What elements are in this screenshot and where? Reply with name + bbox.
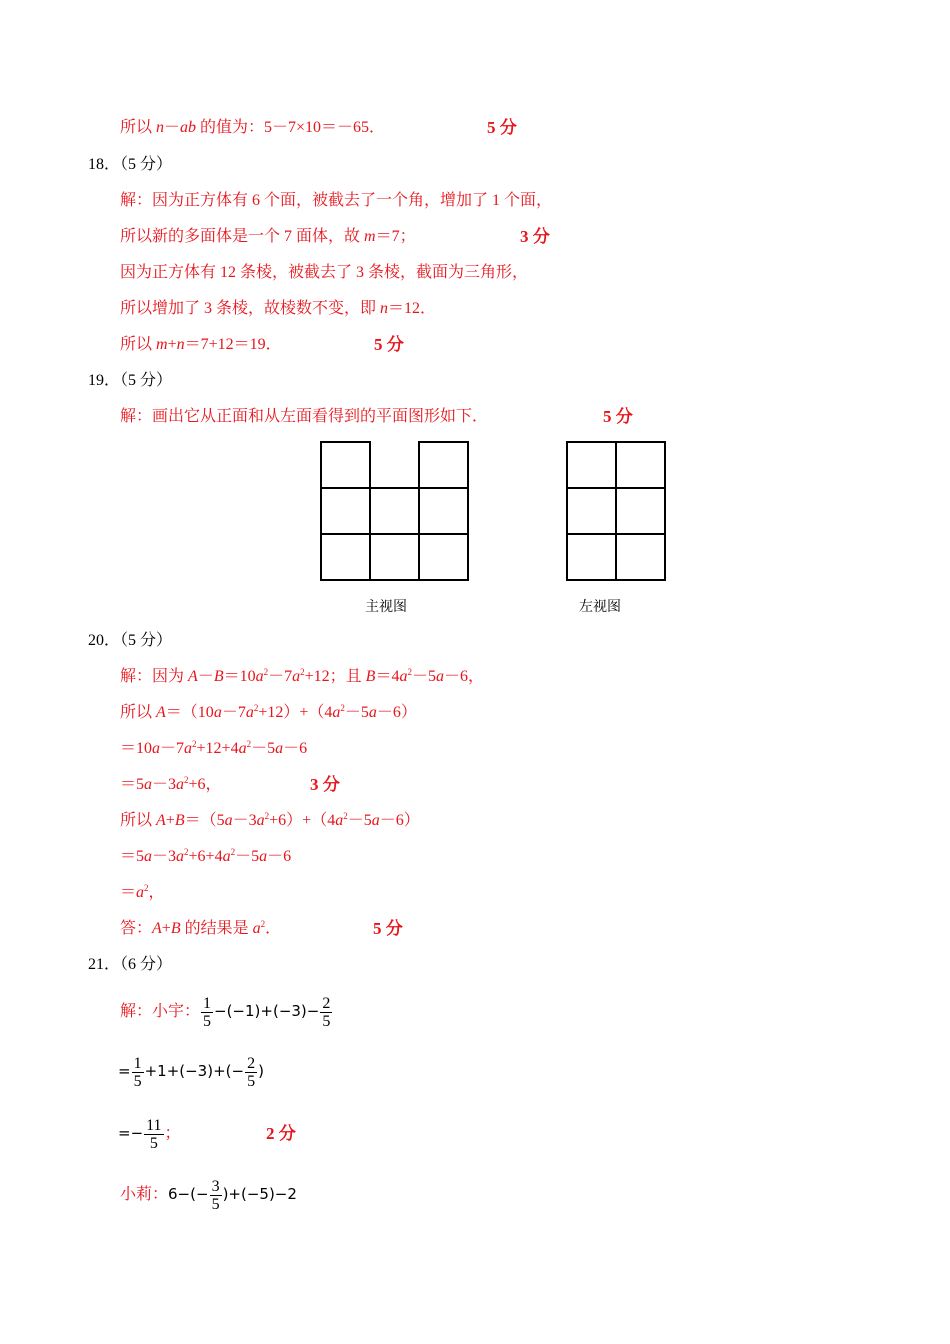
fraction: $\frac{2}{5}$ — [322, 994, 331, 1030]
q18-line-2: 所以新的多面体是一个 7 面体，故 m＝7； — [120, 228, 416, 245]
question-18-header: 18．（5 分） — [88, 156, 173, 173]
q20-line-4: $=5a-3a^2+6$， — [120, 775, 222, 793]
score-mark: 5 分 — [374, 335, 404, 354]
q21-step-1: = $\frac{1}{5}$ +1+(−3)+(− $\frac{2}{5}$ ) — [118, 1054, 264, 1090]
q20-answer: 答：A+B 的结果是 $a^2$． — [120, 919, 282, 937]
left-view-caption: 左视图 — [579, 599, 621, 615]
q21-xiaoli-line: 小莉：6−(− $\frac{3}{5}$ )+(−5)−2 — [120, 1177, 297, 1213]
q20-line-3: $=10a-7a^2+12+4a^2-5a-6$ — [120, 739, 308, 757]
left-view-figure — [564, 440, 670, 584]
score-mark: 3 分 — [520, 227, 550, 246]
q20-line-6: $=5a-3a^2+6+4a^2-5a-6$ — [120, 847, 292, 865]
score-mark: 5 分 — [603, 407, 633, 426]
fraction: $\frac{2}{5}$ — [247, 1054, 256, 1090]
q20-line-7: $=a^2$， — [120, 883, 165, 901]
front-view-figure — [318, 440, 474, 584]
q21-step-2: =− $\frac{11}{5}$ ； — [118, 1116, 181, 1152]
question-19-header: 19．（5 分） — [88, 372, 173, 389]
score-mark: 5 分 — [487, 118, 517, 137]
q18-line-5: 所以 m+n＝7+12＝19． — [120, 336, 282, 353]
q20-line-2: 所以 $A=(10a-7a^2+12)+(4a^2-5a-6)$ — [120, 703, 417, 721]
q18-line-3: 因为正方体有 12 条棱，被截去了 3 条棱，截面为三角形， — [120, 264, 529, 281]
front-view-caption: 主视图 — [365, 599, 407, 615]
score-mark: 5 分 — [373, 919, 403, 938]
fraction: $\frac{1}{5}$ — [203, 994, 212, 1030]
q21-xiaoyu-line: 解：小宇： $\frac{1}{5}$ −(−1)+(−3)− $\frac{2}{5}$ — [120, 994, 331, 1030]
fraction: $\frac{3}{5}$ — [211, 1177, 220, 1213]
question-21-header: 21．（6 分） — [88, 956, 173, 973]
fraction: $\frac{1}{5}$ — [133, 1054, 142, 1090]
score-mark: 3 分 — [310, 775, 340, 794]
q20-line-5: 所以 $A+B=(5a-3a^2+6)+(4a^2-5a-6)$ — [120, 811, 420, 829]
result-line: 所以 n－ab 的值为：5－7×10＝－65． — [120, 119, 386, 136]
q18-line-4: 所以增加了 3 条棱，故棱数不变，即 n＝12． — [120, 300, 437, 317]
question-20-header: 20．（5 分） — [88, 632, 173, 649]
q18-line-1: 解：因为正方体有 6 个面，被截去了一个角，增加了 1 个面， — [120, 192, 553, 209]
q19-line-1: 解：画出它从正面和从左面看得到的平面图形如下． — [120, 408, 489, 425]
fraction: $\frac{11}{5}$ — [146, 1116, 162, 1152]
q20-line-1: 解：因为 $A-B=10a^2-7a^2+12$；且 $B=4a^2-5a-6$， — [120, 667, 484, 685]
score-mark: 2 分 — [266, 1124, 296, 1143]
